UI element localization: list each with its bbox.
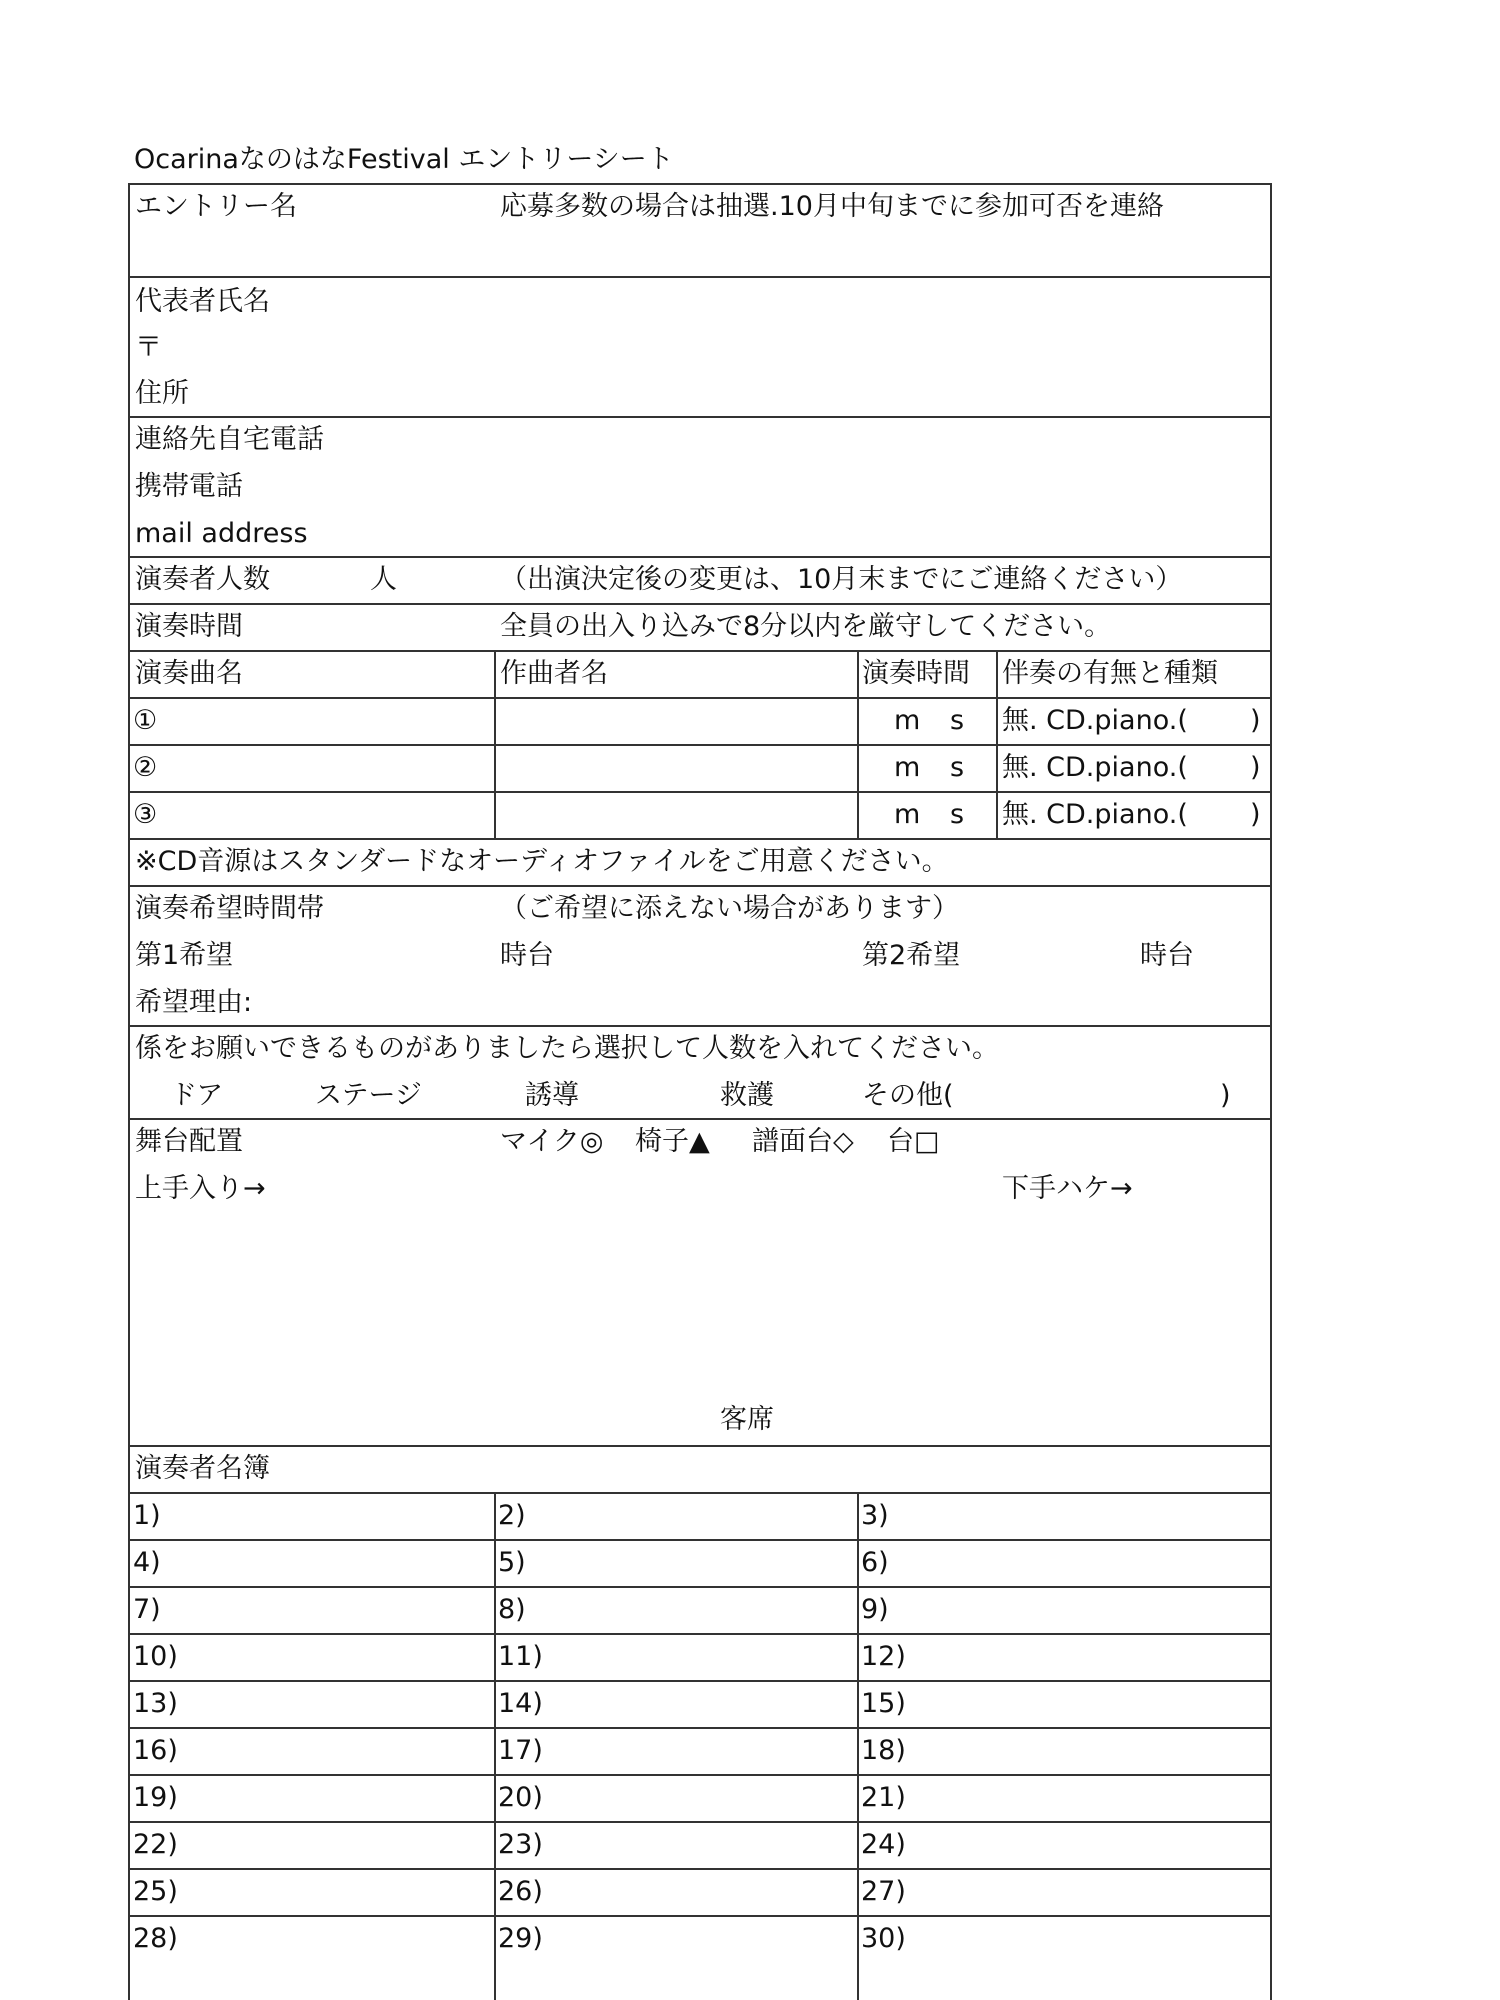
helper-door: ドア bbox=[170, 1080, 224, 1111]
roster-entry: 29) bbox=[498, 1923, 543, 1954]
column-divider bbox=[857, 652, 859, 697]
cd-note-row bbox=[130, 838, 1270, 885]
roster-entry: 9) bbox=[861, 1594, 889, 1625]
contact-row bbox=[130, 416, 1270, 556]
reason-label: 希望理由: bbox=[135, 987, 253, 1018]
roster-entry: 20) bbox=[498, 1782, 543, 1813]
helper-stage: ステージ bbox=[315, 1080, 422, 1111]
accompaniment-options: 無. CD.piano.( bbox=[1002, 705, 1188, 736]
roster-row bbox=[130, 1821, 1270, 1868]
accompaniment-options: 無. CD.piano.( bbox=[1002, 799, 1188, 830]
column-divider bbox=[996, 746, 998, 791]
audience-label: 客席 bbox=[720, 1404, 774, 1435]
roster-entry: 24) bbox=[861, 1829, 906, 1860]
mail-address-label: mail address bbox=[135, 518, 308, 549]
legend-chair: 椅子▲ bbox=[635, 1126, 710, 1157]
performer-count-label: 演奏者人数 bbox=[135, 564, 270, 595]
roster-row bbox=[130, 1915, 1270, 1962]
seconds-unit: s bbox=[950, 799, 965, 830]
address-label: 住所 bbox=[135, 378, 189, 409]
roster-label: 演奏者名簿 bbox=[135, 1453, 270, 1484]
legend-platform: 台□ bbox=[887, 1126, 940, 1157]
column-divider bbox=[494, 699, 496, 744]
helper-other: その他( bbox=[862, 1080, 954, 1111]
representative-row bbox=[130, 276, 1270, 416]
seconds-unit: s bbox=[950, 705, 965, 736]
helper-other-close: ) bbox=[1220, 1080, 1231, 1111]
column-divider bbox=[494, 746, 496, 791]
roster-entry: 14) bbox=[498, 1688, 543, 1719]
song-number: ② bbox=[133, 752, 158, 783]
song-number: ③ bbox=[133, 799, 158, 830]
legend-music-stand: 譜面台◇ bbox=[752, 1126, 854, 1157]
timeslot-row bbox=[130, 885, 1270, 1025]
roster-row bbox=[130, 1492, 1270, 1539]
roster-entry: 3) bbox=[861, 1500, 889, 1531]
roster-entry: 18) bbox=[861, 1735, 906, 1766]
song-title-header: 演奏曲名 bbox=[135, 658, 243, 689]
song-number: ① bbox=[133, 705, 158, 736]
stage-exit-label: 下手ハケ→ bbox=[1002, 1173, 1133, 1204]
roster-entry: 1) bbox=[133, 1500, 161, 1531]
roster-entry: 6) bbox=[861, 1547, 889, 1578]
roster-entry: 8) bbox=[498, 1594, 526, 1625]
postal-mark: 〒 bbox=[135, 332, 162, 363]
performer-count-row bbox=[130, 556, 1270, 603]
song-row bbox=[130, 697, 1270, 744]
roster-entry: 17) bbox=[498, 1735, 543, 1766]
roster-entry: 16) bbox=[133, 1735, 178, 1766]
roster-entry: 10) bbox=[133, 1641, 178, 1672]
minutes-unit: m bbox=[894, 799, 921, 830]
mobile-phone-label: 携帯電話 bbox=[135, 471, 243, 502]
column-divider bbox=[494, 652, 496, 697]
roster-entry: 27) bbox=[861, 1876, 906, 1907]
song-row bbox=[130, 744, 1270, 791]
cd-source-note: ※CD音源はスタンダードなオーディオファイルをご用意ください。 bbox=[135, 846, 949, 877]
entry-form-table bbox=[128, 183, 1272, 2000]
roster-row bbox=[130, 1633, 1270, 1680]
roster-entry: 7) bbox=[133, 1594, 161, 1625]
roster-row bbox=[130, 1586, 1270, 1633]
accompaniment-header: 伴奏の有無と種類 bbox=[1002, 658, 1218, 689]
performance-time-row bbox=[130, 603, 1270, 650]
second-choice-unit: 時台 bbox=[1140, 940, 1194, 971]
timeslot-label: 演奏希望時間帯 bbox=[135, 893, 324, 924]
stage-layout-label: 舞台配置 bbox=[135, 1126, 243, 1157]
column-divider bbox=[996, 793, 998, 838]
roster-entry: 11) bbox=[498, 1641, 543, 1672]
accompaniment-options: 無. CD.piano.( bbox=[1002, 752, 1188, 783]
roster-entry: 23) bbox=[498, 1829, 543, 1860]
helper-first-aid: 救護 bbox=[720, 1080, 774, 1111]
roster-entry: 12) bbox=[861, 1641, 906, 1672]
roster-row bbox=[130, 1680, 1270, 1727]
performance-time-label: 演奏時間 bbox=[135, 611, 243, 642]
entry-name-label: エントリー名 bbox=[135, 191, 297, 222]
column-divider bbox=[494, 793, 496, 838]
column-divider bbox=[857, 793, 859, 838]
first-choice-label: 第1希望 bbox=[135, 940, 234, 971]
helpers-note: 係をお願いできるものがありましたら選択して人数を入れてください。 bbox=[135, 1033, 999, 1064]
roster-entry: 2) bbox=[498, 1500, 526, 1531]
roster-row bbox=[130, 1868, 1270, 1915]
roster-entry: 4) bbox=[133, 1547, 161, 1578]
minutes-unit: m bbox=[894, 752, 921, 783]
second-choice-label: 第2希望 bbox=[862, 940, 961, 971]
column-divider bbox=[857, 699, 859, 744]
entry-lottery-note: 応募多数の場合は抽選.10月中旬までに参加可否を連絡 bbox=[500, 191, 1164, 222]
roster-grid bbox=[130, 1492, 1270, 2000]
roster-row bbox=[130, 1727, 1270, 1774]
roster-entry: 26) bbox=[498, 1876, 543, 1907]
roster-entry: 22) bbox=[133, 1829, 178, 1860]
song-row bbox=[130, 791, 1270, 838]
roster-entry: 30) bbox=[861, 1923, 906, 1954]
accompaniment-close: ) bbox=[1250, 705, 1261, 736]
accompaniment-close: ) bbox=[1250, 752, 1261, 783]
roster-entry: 19) bbox=[133, 1782, 178, 1813]
column-divider bbox=[996, 699, 998, 744]
stage-layout-row bbox=[130, 1118, 1270, 1445]
legend-microphone: マイク◎ bbox=[500, 1126, 604, 1157]
entry-name-row bbox=[130, 183, 1270, 276]
stage-entry-label: 上手入り→ bbox=[135, 1173, 266, 1204]
first-choice-unit: 時台 bbox=[500, 940, 554, 971]
performance-time-note: 全員の出入り込みで8分以内を厳守してください。 bbox=[500, 611, 1112, 642]
helper-guide: 誘導 bbox=[525, 1080, 579, 1111]
timeslot-note: （ご希望に添えない場合があります） bbox=[500, 893, 959, 924]
home-phone-label: 連絡先自宅電話 bbox=[135, 424, 324, 455]
form-title: OcarinaなのはなFestival エントリーシート bbox=[134, 144, 674, 175]
roster-entry: 5) bbox=[498, 1547, 526, 1578]
column-divider bbox=[857, 746, 859, 791]
composer-header: 作曲者名 bbox=[500, 658, 608, 689]
helpers-row bbox=[130, 1025, 1270, 1118]
songs-header-row bbox=[130, 650, 1270, 697]
roster-entry: 25) bbox=[133, 1876, 178, 1907]
roster-header-row bbox=[130, 1445, 1270, 1492]
representative-name-label: 代表者氏名 bbox=[135, 286, 270, 317]
roster-entry: 21) bbox=[861, 1782, 906, 1813]
song-duration-header: 演奏時間 bbox=[862, 658, 970, 689]
roster-entry: 15) bbox=[861, 1688, 906, 1719]
performer-change-note: （出演決定後の変更は、10月末までにご連絡ください） bbox=[500, 564, 1183, 595]
column-divider bbox=[996, 652, 998, 697]
accompaniment-close: ) bbox=[1250, 799, 1261, 830]
roster-entry: 13) bbox=[133, 1688, 178, 1719]
roster-entry: 28) bbox=[133, 1923, 178, 1954]
roster-row bbox=[130, 1774, 1270, 1821]
performer-count-unit: 人 bbox=[370, 564, 397, 595]
roster-row bbox=[130, 1539, 1270, 1586]
seconds-unit: s bbox=[950, 752, 965, 783]
minutes-unit: m bbox=[894, 705, 921, 736]
